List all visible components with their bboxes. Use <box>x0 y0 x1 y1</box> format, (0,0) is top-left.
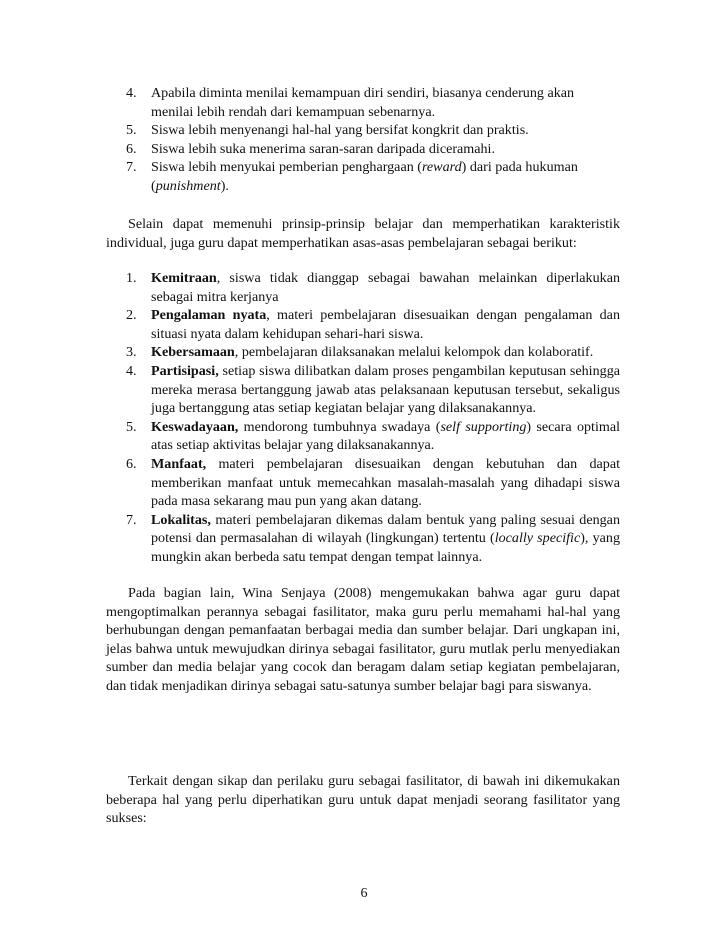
item-number: 7. <box>126 159 137 176</box>
item-text: Kemitraan, siswa tidak dianggap sebagai bawahan melainkan diperlakukan sebagai mitra kerjanya <box>151 270 620 305</box>
item-number: 5. <box>126 122 137 139</box>
item-term: Kebersamaan <box>151 344 235 361</box>
item-term: Lokalitas, <box>151 511 211 528</box>
page-number: 6 <box>360 885 368 901</box>
term-locally-specific: locally specific <box>494 530 581 547</box>
item-number: 2. <box>126 307 137 324</box>
item-number: 3. <box>126 344 137 361</box>
list-item <box>126 511 620 567</box>
list-item <box>126 343 620 362</box>
term-self-supporting: self supporting <box>440 418 527 435</box>
item-text: Pengalaman nyata, materi pembelajaran disesuaikan dengan pengalaman dan situasi nyata dalam kehidupan sehari-hari siswa. <box>151 307 620 342</box>
item-text: Apabila diminta menilai kemampuan diri sendiri, biasanya cenderung akan menilai lebih rendah dari kemampuan sebenarnya. <box>151 85 575 120</box>
item-number: 6. <box>126 140 137 157</box>
item-text: Siswa lebih suka menerima saran-saran daripada diceramahi. <box>151 140 495 157</box>
list-item <box>126 84 596 121</box>
list-item <box>126 418 620 455</box>
item-number: 4. <box>126 362 137 379</box>
item-term: Manfaat, <box>151 455 207 472</box>
item-text: Manfaat, materi pembelajaran disesuaikan dengan kebutuhan dan dapat memberikan manfaat untuk memecahkan masalah-masalah yang dihadapi siswa pada masa sekarang mau pun yang akan datang. <box>151 455 620 510</box>
item-number: 5. <box>126 418 137 435</box>
item-text: Partisipasi, setiap siswa dilibatkan dalam proses pengambilan keputusan sehingga mereka merasa bertanggung jawab atas pelaksanaan keputusan tersebut, sekaligus juga bertanggung atas setiap kegiatan belajar yang dilaksanakannya. <box>151 362 620 417</box>
item-text: Lokalitas, materi pembelajaran dikemas dalam bentuk yang paling sesuai dengan potensi dan permasalahan di wilayah (lingkungan) tertentu (locally specific), yang mungkin akan berbeda satu tempat dengan tempat lainnya. <box>151 511 620 565</box>
item-number: 7. <box>126 511 137 528</box>
list-item <box>126 455 620 511</box>
term-punishment: punishment <box>155 177 221 194</box>
paragraph: Terkait dengan sikap dan perilaku guru sebagai fasilitator, di bawah ini dikemukakan beberapa hal yang perlu diperhatikan guru untuk dapat menjadi seorang fasilitator yang sukses: <box>106 773 620 827</box>
list-item <box>126 158 596 195</box>
list-item <box>126 121 596 140</box>
item-text: Keswadayaan, mendorong tumbuhnya swadaya (self supporting) secara optimal atas setiap aktivitas belajar yang dilaksanakannya. <box>151 418 621 454</box>
item-number: 4. <box>126 85 137 101</box>
item-text: Kebersamaan, pembelajaran dilaksanakan melalui kelompok dan kolaboratif. <box>151 344 594 361</box>
item-number: 1. <box>126 270 137 286</box>
characteristics-list <box>126 84 596 196</box>
item-term: Pengalaman nyata <box>151 307 267 324</box>
list-item <box>126 306 620 343</box>
item-term: Kemitraan <box>151 270 217 286</box>
list-item <box>126 140 596 159</box>
term-reward: reward <box>421 159 462 176</box>
item-term: Partisipasi, <box>151 362 219 379</box>
paragraph: Pada bagian lain, Wina Senjaya (2008) mengemukakan bahwa agar guru dapat mengoptimalkan perannya sebagai fasilitator, maka guru perlu memahami hal-hal yang berhubungan dengan pemanfaatan berbagai media dan sumber belajar. Dari ungkapan ini, jelas bahwa untuk mewujudkan dirinya sebagai fasilitator, guru mutlak perlu menyediakan sumber dan media belajar yang cocok dan beragam dalam setiap kegiatan pembelajaran, dan tidak menjadikan dirinya sebagai satu-satunya sumber belajar bagi para siswanya. <box>106 585 620 694</box>
list-item <box>126 362 620 418</box>
item-text: Siswa lebih menyukai pemberian penghargaan (reward) dari pada hukuman (punishment). <box>151 159 578 194</box>
item-text: Siswa lebih menyenangi hal-hal yang bersifat kongkrit dan praktis. <box>151 122 529 139</box>
item-number: 6. <box>126 455 137 472</box>
learning-principles-list <box>126 269 620 567</box>
list-item <box>126 269 620 306</box>
paragraph: Selain dapat memenuhi prinsip-prinsip belajar dan memperhatikan karakteristik individual, juga guru dapat memperhatikan asas-asas pembelajaran sebagai berikut: <box>106 216 620 251</box>
item-term: Keswadayaan, <box>151 418 239 435</box>
